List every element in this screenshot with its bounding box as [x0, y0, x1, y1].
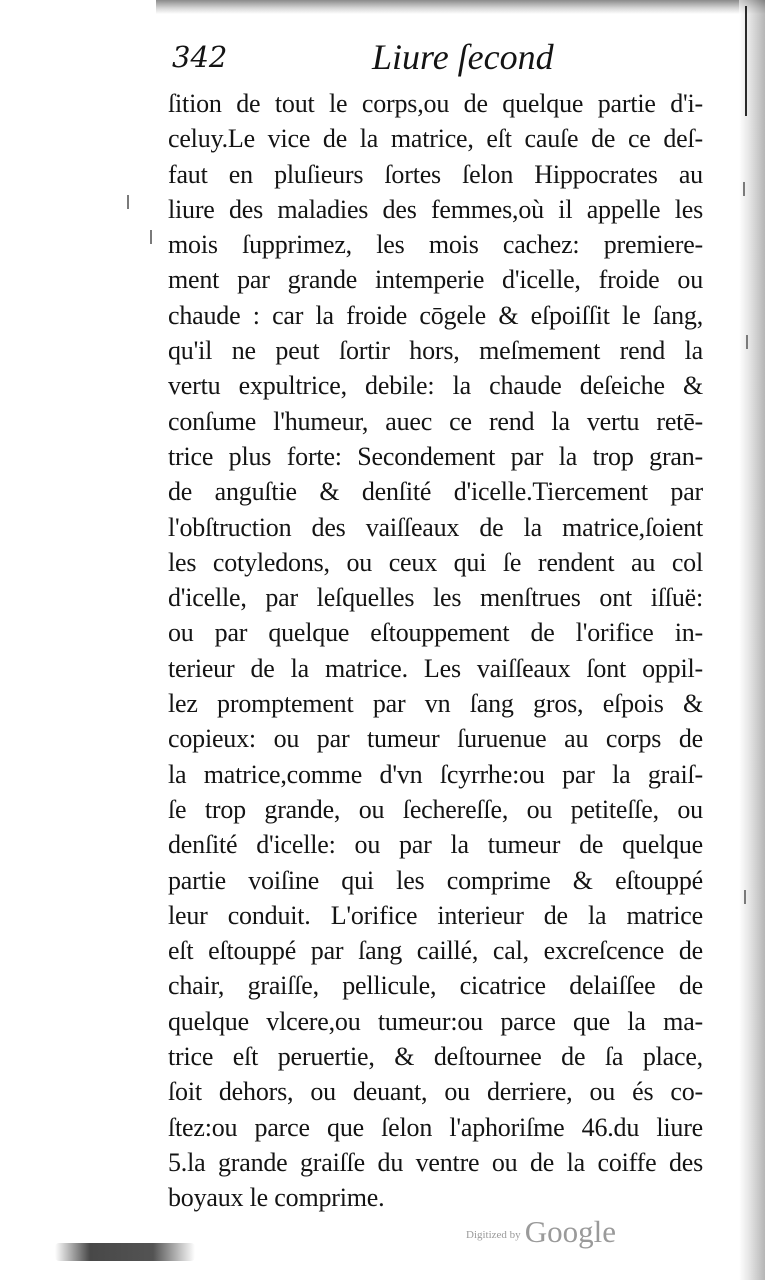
- text-line: l'obſtruction des vaiſſeaux de la matrice,ſoient: [168, 512, 703, 542]
- text-line: ou par quelque eſtouppement de l'orifice in-: [168, 618, 703, 648]
- text-line: ſoit dehors, ou deuant, ou derriere, ou és co-: [168, 1077, 703, 1107]
- text-line: quelque vlcere,ou tumeur:ou parce que la ma-: [168, 1006, 703, 1036]
- text-line: leur conduit. L'orifice interieur de la matrice: [168, 900, 703, 930]
- margin-mark: [743, 182, 745, 196]
- text-line: lez promptement par vn ſang gros, eſpois &: [168, 689, 703, 719]
- page-number: 342: [172, 40, 228, 74]
- margin-mark: [127, 195, 129, 209]
- text-line: copieux: ou par tumeur ſuruenue au corps de: [168, 724, 703, 754]
- text-line: terieur de la matrice. Les vaiſſeaux ſont oppil-: [168, 653, 703, 683]
- text-line: eſt eſtouppé par ſang caillé, cal, excreſcence de: [168, 936, 703, 966]
- gutter-line: [745, 6, 747, 116]
- margin-mark: [746, 335, 748, 349]
- margin-mark: [744, 890, 746, 904]
- text-line: denſité d'icelle: ou par la tumeur de quelque: [168, 830, 703, 860]
- text-line: de anguſtie & denſité d'icelle.Tiercement par: [168, 477, 703, 507]
- running-title: Liure ſecond: [372, 37, 554, 77]
- text-line: partie voiſine qui les comprime & eſtouppé: [168, 865, 703, 895]
- text-line: celuy.Le vice de la matrice, eſt cauſe de ce deſ-: [168, 124, 703, 154]
- text-line: chair, graiſſe, pellicule, cicatrice delaiſſee de: [168, 971, 703, 1001]
- text-line: mois ſupprimez, les mois cachez: premiere-: [168, 230, 703, 260]
- ink-smudge: [55, 1243, 195, 1261]
- text-line: trice plus forte: Secondement par la trop gran-: [168, 441, 703, 471]
- text-line: ſition de tout le corps,ou de quelque partie d'i-: [168, 89, 703, 118]
- body-text: [168, 86, 703, 1216]
- text-line: ſtez:ou parce que ſelon l'aphoriſme 46.du liure: [168, 1112, 703, 1142]
- watermark-prefix: Digitized by: [466, 1229, 521, 1241]
- text-line: d'icelle, par leſquelles les menſtrues ont iſſuë:: [168, 583, 703, 613]
- text-line: vertu expultrice, debile: la chaude deſeiche &: [168, 371, 703, 401]
- text-line: conſume l'humeur, auec ce rend la vertu retē-: [168, 406, 703, 436]
- text-line: les cotyledons, ou ceux qui ſe rendent au col: [168, 547, 703, 577]
- margin-mark: [150, 230, 152, 244]
- text-line: trice eſt peruertie, & deſtournee de ſa place,: [168, 1042, 703, 1072]
- text-line: ſe trop grande, ou ſechereſſe, ou petiteſſe, ou: [168, 794, 703, 824]
- text-line: liure des maladies des femmes,où il appelle les: [168, 194, 703, 224]
- text-line: la matrice,comme d'vn ſcyrrhe:ou par la graiſ-: [168, 759, 703, 789]
- text-line: faut en pluſieurs ſortes ſelon Hippocrates au: [168, 159, 703, 189]
- text-line: boyaux le comprime.: [168, 1183, 385, 1213]
- page-top-edge-shadow: [156, 0, 765, 14]
- text-line: chaude : car la froide cōgele & eſpoiſſit le ſang,: [168, 300, 703, 330]
- text-line: 5.la grande graiſſe du ventre ou de la coiffe des: [168, 1147, 703, 1177]
- digitized-by-google-watermark: [466, 1214, 616, 1250]
- watermark-brand: Google: [524, 1214, 616, 1249]
- text-line: ment par grande intemperie d'icelle, froide ou: [168, 265, 703, 295]
- text-line: qu'il ne peut ſortir hors, meſmement rend la: [168, 336, 703, 366]
